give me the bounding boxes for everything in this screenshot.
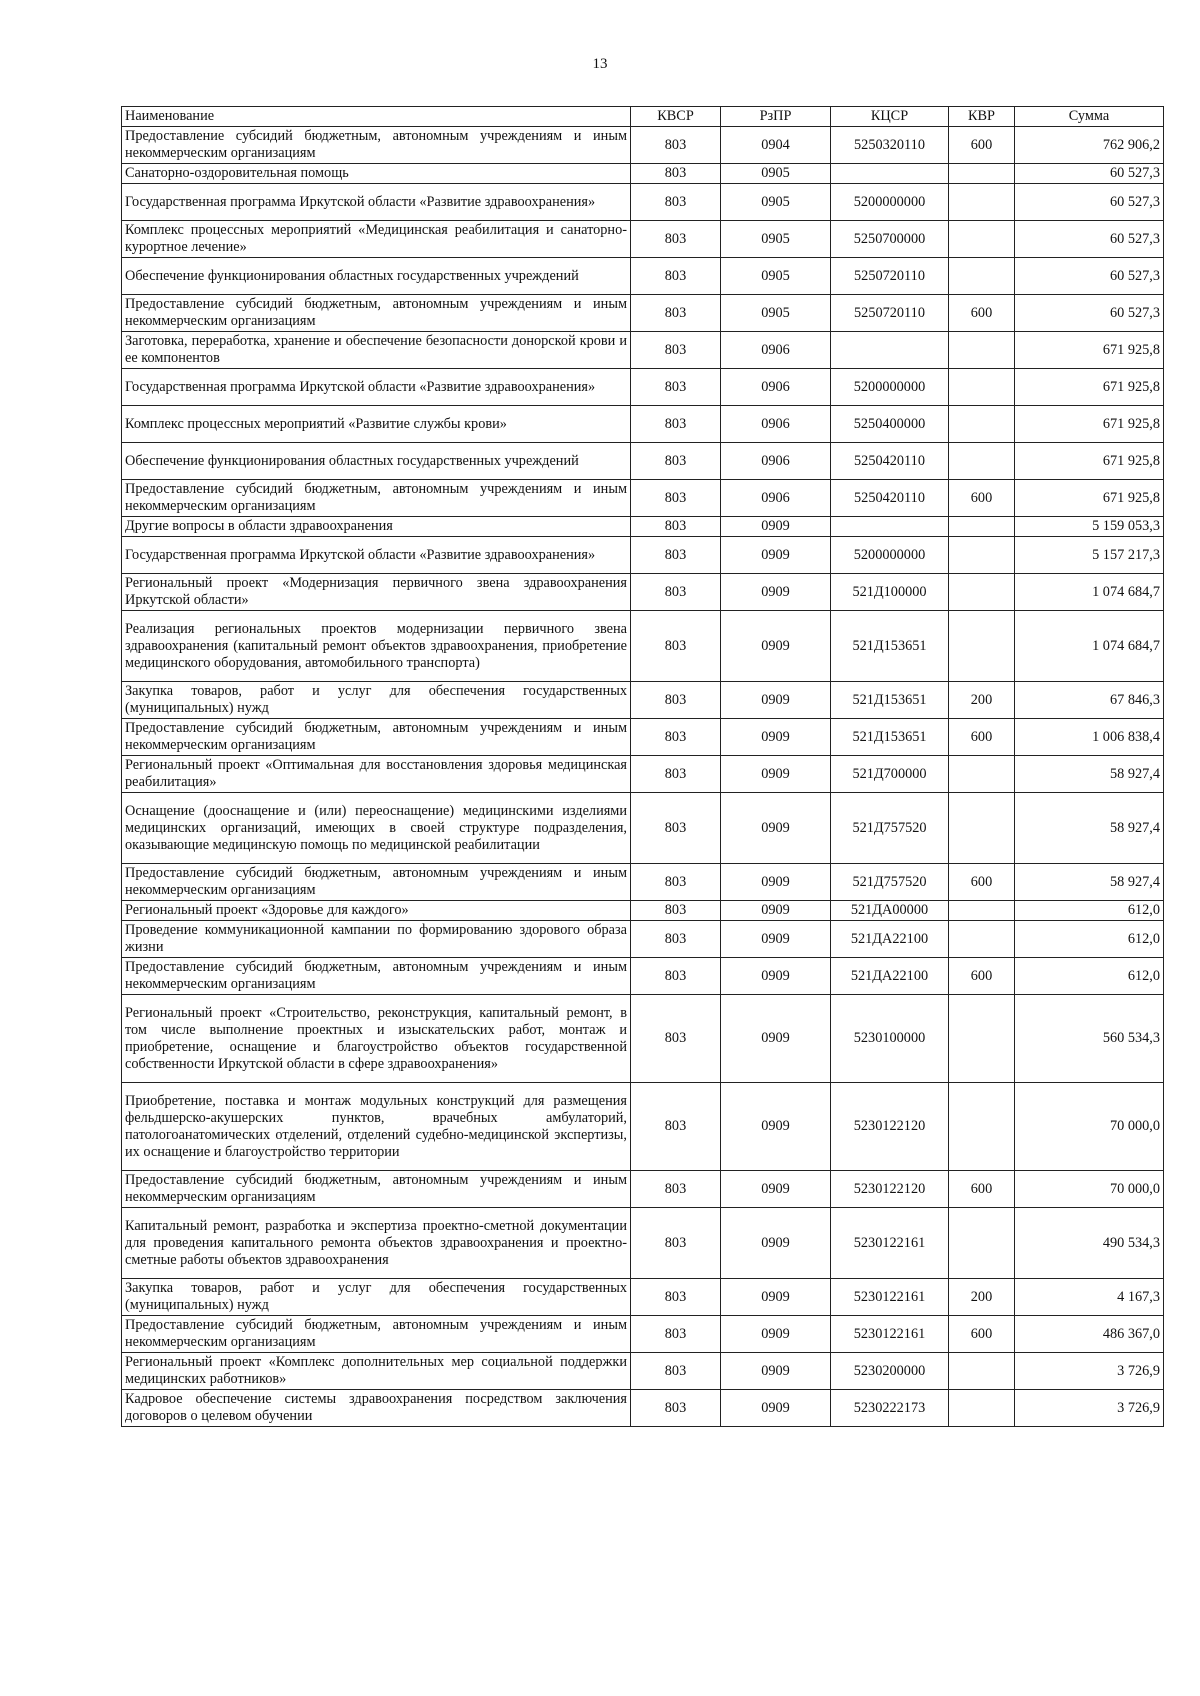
cell-name: Региональный проект «Строительство, реконструкция, капитальный ремонт, в том числе выполнение проектных и изыскательских работ, монтаж и приобретение, оснащение и благоустройство объектов государственной собственности Иркутской области в сфере здравоохранения»	[122, 995, 631, 1083]
table-row	[122, 901, 1164, 921]
cell-rzpr: 0909	[721, 517, 831, 537]
cell-kvr	[949, 901, 1015, 921]
cell-kcsr: 5250320110	[831, 127, 949, 164]
table-row	[122, 258, 1164, 295]
cell-kvsr: 803	[631, 1208, 721, 1279]
cell-kvsr: 803	[631, 164, 721, 184]
cell-name: Заготовка, переработка, хранение и обеспечение безопасности донорской крови и ее компонентов	[122, 332, 631, 369]
cell-kcsr: 521Д757520	[831, 793, 949, 864]
cell-kcsr: 5250720110	[831, 295, 949, 332]
cell-name: Реализация региональных проектов модернизации первичного звена здравоохранения (капитальный ремонт объектов здравоохранения, приобретение медицинского оборудования, автомобильного транспорта)	[122, 611, 631, 682]
cell-kvsr: 803	[631, 958, 721, 995]
cell-sum: 612,0	[1015, 921, 1164, 958]
cell-sum: 58 927,4	[1015, 756, 1164, 793]
cell-sum: 671 925,8	[1015, 332, 1164, 369]
cell-name: Проведение коммуникационной кампании по формированию здорового образа жизни	[122, 921, 631, 958]
cell-sum: 70 000,0	[1015, 1171, 1164, 1208]
cell-name: Региональный проект «Оптимальная для восстановления здоровья медицинская реабилитация»	[122, 756, 631, 793]
cell-kvr	[949, 221, 1015, 258]
cell-sum: 58 927,4	[1015, 864, 1164, 901]
cell-rzpr: 0906	[721, 443, 831, 480]
table-row	[122, 1208, 1164, 1279]
table-row	[122, 332, 1164, 369]
cell-kvr	[949, 574, 1015, 611]
cell-sum: 58 927,4	[1015, 793, 1164, 864]
table-row	[122, 164, 1164, 184]
cell-kvr	[949, 184, 1015, 221]
cell-name: Другие вопросы в области здравоохранения	[122, 517, 631, 537]
cell-kvsr: 803	[631, 258, 721, 295]
cell-sum: 671 925,8	[1015, 369, 1164, 406]
cell-kcsr: 5250720110	[831, 258, 949, 295]
cell-kvr	[949, 1353, 1015, 1390]
cell-kvr: 600	[949, 295, 1015, 332]
cell-kvsr: 803	[631, 1390, 721, 1427]
cell-kvr	[949, 164, 1015, 184]
cell-rzpr: 0909	[721, 864, 831, 901]
cell-sum: 3 726,9	[1015, 1390, 1164, 1427]
cell-kvr	[949, 793, 1015, 864]
cell-kcsr: 5230122120	[831, 1083, 949, 1171]
cell-kcsr: 5230122120	[831, 1171, 949, 1208]
cell-rzpr: 0906	[721, 332, 831, 369]
cell-rzpr: 0909	[721, 574, 831, 611]
cell-kcsr: 5230222173	[831, 1390, 949, 1427]
cell-kvr	[949, 537, 1015, 574]
cell-rzpr: 0905	[721, 295, 831, 332]
cell-kvr	[949, 1083, 1015, 1171]
cell-kvr	[949, 756, 1015, 793]
cell-kcsr: 5250420110	[831, 480, 949, 517]
cell-kvsr: 803	[631, 756, 721, 793]
header-sum: Сумма	[1015, 107, 1164, 127]
cell-name: Предоставление субсидий бюджетным, автономным учреждениям и иным некоммерческим организациям	[122, 127, 631, 164]
cell-name: Предоставление субсидий бюджетным, автономным учреждениям и иным некоммерческим организациям	[122, 1171, 631, 1208]
table-row	[122, 369, 1164, 406]
table-row	[122, 921, 1164, 958]
cell-kcsr: 521ДА00000	[831, 901, 949, 921]
cell-sum: 671 925,8	[1015, 480, 1164, 517]
cell-sum: 70 000,0	[1015, 1083, 1164, 1171]
cell-kcsr: 521ДА22100	[831, 921, 949, 958]
cell-rzpr: 0909	[721, 719, 831, 756]
cell-kvr: 600	[949, 480, 1015, 517]
cell-rzpr: 0904	[721, 127, 831, 164]
cell-name: Предоставление субсидий бюджетным, автономным учреждениям и иным некоммерческим организациям	[122, 864, 631, 901]
cell-sum: 560 534,3	[1015, 995, 1164, 1083]
cell-rzpr: 0909	[721, 1316, 831, 1353]
cell-rzpr: 0909	[721, 958, 831, 995]
cell-kvsr: 803	[631, 480, 721, 517]
table-row	[122, 443, 1164, 480]
cell-kvsr: 803	[631, 1083, 721, 1171]
cell-kvsr: 803	[631, 443, 721, 480]
cell-kcsr: 5230122161	[831, 1279, 949, 1316]
cell-name: Приобретение, поставка и монтаж модульных конструкций для размещения фельдшерско-акушерских пунктов, врачебных амбулаторий, патологоанатомических отделений, отделений судебно-медицинской экспертизы, их оснащение и благоустройство территории	[122, 1083, 631, 1171]
cell-kvr: 600	[949, 958, 1015, 995]
cell-kvr: 600	[949, 127, 1015, 164]
header-kvr: КВР	[949, 107, 1015, 127]
cell-sum: 60 527,3	[1015, 221, 1164, 258]
header-rzpr: РзПР	[721, 107, 831, 127]
cell-kcsr: 521Д757520	[831, 864, 949, 901]
cell-name: Региональный проект «Модернизация первичного звена здравоохранения Иркутской области»	[122, 574, 631, 611]
cell-name: Комплекс процессных мероприятий «Медицинская реабилитация и санаторно-курортное лечение»	[122, 221, 631, 258]
cell-kvsr: 803	[631, 574, 721, 611]
cell-kcsr: 5250420110	[831, 443, 949, 480]
table-row	[122, 537, 1164, 574]
cell-rzpr: 0909	[721, 537, 831, 574]
cell-rzpr: 0909	[721, 995, 831, 1083]
cell-kvsr: 803	[631, 1279, 721, 1316]
cell-kvr	[949, 995, 1015, 1083]
cell-kvr: 200	[949, 1279, 1015, 1316]
cell-rzpr: 0906	[721, 480, 831, 517]
table-row	[122, 1353, 1164, 1390]
table-row	[122, 682, 1164, 719]
cell-rzpr: 0909	[721, 1390, 831, 1427]
cell-kcsr: 521Д700000	[831, 756, 949, 793]
cell-kcsr: 5200000000	[831, 537, 949, 574]
cell-rzpr: 0906	[721, 369, 831, 406]
cell-kvsr: 803	[631, 1353, 721, 1390]
table-row	[122, 1279, 1164, 1316]
cell-kvsr: 803	[631, 537, 721, 574]
cell-rzpr: 0909	[721, 682, 831, 719]
cell-kvr	[949, 406, 1015, 443]
cell-name: Закупка товаров, работ и услуг для обеспечения государственных (муниципальных) нужд	[122, 1279, 631, 1316]
cell-sum: 1 074 684,7	[1015, 611, 1164, 682]
table-row	[122, 184, 1164, 221]
cell-kcsr: 521ДА22100	[831, 958, 949, 995]
cell-name: Обеспечение функционирования областных государственных учреждений	[122, 258, 631, 295]
cell-kvsr: 803	[631, 127, 721, 164]
cell-kvr	[949, 517, 1015, 537]
cell-kvr: 600	[949, 719, 1015, 756]
table-row	[122, 1083, 1164, 1171]
cell-name: Комплекс процессных мероприятий «Развитие службы крови»	[122, 406, 631, 443]
table-header-row	[122, 107, 1164, 127]
cell-kvsr: 803	[631, 793, 721, 864]
cell-sum: 60 527,3	[1015, 164, 1164, 184]
cell-kvr	[949, 443, 1015, 480]
cell-name: Закупка товаров, работ и услуг для обеспечения государственных (муниципальных) нужд	[122, 682, 631, 719]
cell-sum: 762 906,2	[1015, 127, 1164, 164]
table-row	[122, 406, 1164, 443]
table-row	[122, 1171, 1164, 1208]
cell-kvsr: 803	[631, 901, 721, 921]
cell-sum: 1 006 838,4	[1015, 719, 1164, 756]
table-row	[122, 756, 1164, 793]
cell-sum: 490 534,3	[1015, 1208, 1164, 1279]
cell-sum: 486 367,0	[1015, 1316, 1164, 1353]
cell-kvr	[949, 369, 1015, 406]
cell-sum: 4 167,3	[1015, 1279, 1164, 1316]
cell-rzpr: 0909	[721, 921, 831, 958]
cell-sum: 612,0	[1015, 958, 1164, 995]
cell-kvsr: 803	[631, 221, 721, 258]
cell-sum: 1 074 684,7	[1015, 574, 1164, 611]
cell-sum: 60 527,3	[1015, 258, 1164, 295]
table-row	[122, 517, 1164, 537]
cell-rzpr: 0909	[721, 611, 831, 682]
cell-name: Санаторно-оздоровительная помощь	[122, 164, 631, 184]
cell-rzpr: 0905	[721, 221, 831, 258]
table-row	[122, 958, 1164, 995]
cell-sum: 67 846,3	[1015, 682, 1164, 719]
cell-sum: 612,0	[1015, 901, 1164, 921]
cell-kvsr: 803	[631, 611, 721, 682]
cell-name: Предоставление субсидий бюджетным, автономным учреждениям и иным некоммерческим организациям	[122, 480, 631, 517]
cell-rzpr: 0909	[721, 1353, 831, 1390]
cell-name: Предоставление субсидий бюджетным, автономным учреждениям и иным некоммерческим организациям	[122, 958, 631, 995]
table-row	[122, 221, 1164, 258]
cell-rzpr: 0906	[721, 406, 831, 443]
cell-name: Предоставление субсидий бюджетным, автономным учреждениям и иным некоммерческим организациям	[122, 1316, 631, 1353]
cell-name: Кадровое обеспечение системы здравоохранения посредством заключения договоров о целевом обучении	[122, 1390, 631, 1427]
cell-rzpr: 0905	[721, 258, 831, 295]
cell-kcsr	[831, 517, 949, 537]
cell-kvsr: 803	[631, 184, 721, 221]
table-row	[122, 995, 1164, 1083]
cell-rzpr: 0905	[721, 164, 831, 184]
cell-kvsr: 803	[631, 921, 721, 958]
cell-name: Капитальный ремонт, разработка и экспертиза проектно-сметной документации для проведения капитального ремонта объектов здравоохранения и проектно-сметные работы объектов здравоохранения	[122, 1208, 631, 1279]
cell-sum: 5 157 217,3	[1015, 537, 1164, 574]
cell-kcsr	[831, 164, 949, 184]
cell-kvsr: 803	[631, 864, 721, 901]
cell-kcsr: 5250700000	[831, 221, 949, 258]
cell-sum: 5 159 053,3	[1015, 517, 1164, 537]
cell-name: Региональный проект «Здоровье для каждого»	[122, 901, 631, 921]
cell-kvsr: 803	[631, 1316, 721, 1353]
cell-kvsr: 803	[631, 1171, 721, 1208]
cell-sum: 671 925,8	[1015, 443, 1164, 480]
cell-kcsr: 521Д153651	[831, 682, 949, 719]
cell-kvsr: 803	[631, 295, 721, 332]
cell-kvsr: 803	[631, 406, 721, 443]
table-row	[122, 1390, 1164, 1427]
cell-kvr	[949, 921, 1015, 958]
table-body	[122, 127, 1164, 1427]
cell-rzpr: 0909	[721, 1083, 831, 1171]
cell-kvr	[949, 1390, 1015, 1427]
cell-name: Государственная программа Иркутской области «Развитие здравоохранения»	[122, 369, 631, 406]
table-row	[122, 793, 1164, 864]
header-kcsr: КЦСР	[831, 107, 949, 127]
cell-rzpr: 0909	[721, 1171, 831, 1208]
cell-kvr: 600	[949, 1171, 1015, 1208]
header-kvsr: КВСР	[631, 107, 721, 127]
cell-kcsr: 521Д100000	[831, 574, 949, 611]
cell-name: Предоставление субсидий бюджетным, автономным учреждениям и иным некоммерческим организациям	[122, 295, 631, 332]
table-row	[122, 864, 1164, 901]
cell-sum: 60 527,3	[1015, 184, 1164, 221]
cell-name: Региональный проект «Комплекс дополнительных мер социальной поддержки медицинских работников»	[122, 1353, 631, 1390]
cell-sum: 3 726,9	[1015, 1353, 1164, 1390]
table-row	[122, 719, 1164, 756]
cell-name: Оснащение (дооснащение и (или) переоснащение) медицинскими изделиями медицинских организаций, имеющих в своей структуре подразделения, оказывающие медицинскую помощь по медицинской реабилитации	[122, 793, 631, 864]
cell-kvsr: 803	[631, 719, 721, 756]
table-row	[122, 574, 1164, 611]
header-name: Наименование	[122, 107, 631, 127]
cell-kcsr: 521Д153651	[831, 611, 949, 682]
cell-kcsr: 5230100000	[831, 995, 949, 1083]
cell-name: Государственная программа Иркутской области «Развитие здравоохранения»	[122, 184, 631, 221]
cell-kcsr: 5200000000	[831, 184, 949, 221]
cell-kvsr: 803	[631, 332, 721, 369]
cell-kcsr: 5230200000	[831, 1353, 949, 1390]
table-row	[122, 480, 1164, 517]
table-row	[122, 1316, 1164, 1353]
budget-table	[121, 106, 1164, 1427]
cell-rzpr: 0909	[721, 1208, 831, 1279]
cell-rzpr: 0905	[721, 184, 831, 221]
cell-rzpr: 0909	[721, 756, 831, 793]
cell-sum: 671 925,8	[1015, 406, 1164, 443]
cell-kvr	[949, 332, 1015, 369]
cell-kvsr: 803	[631, 369, 721, 406]
cell-kcsr	[831, 332, 949, 369]
table-row	[122, 127, 1164, 164]
table-row	[122, 295, 1164, 332]
cell-kvr	[949, 611, 1015, 682]
cell-kcsr: 5250400000	[831, 406, 949, 443]
cell-kvsr: 803	[631, 517, 721, 537]
table-row	[122, 611, 1164, 682]
cell-kvsr: 803	[631, 682, 721, 719]
cell-name: Обеспечение функционирования областных государственных учреждений	[122, 443, 631, 480]
cell-rzpr: 0909	[721, 793, 831, 864]
cell-kcsr: 5230122161	[831, 1316, 949, 1353]
cell-name: Государственная программа Иркутской области «Развитие здравоохранения»	[122, 537, 631, 574]
cell-kvr: 600	[949, 1316, 1015, 1353]
cell-name: Предоставление субсидий бюджетным, автономным учреждениям и иным некоммерческим организациям	[122, 719, 631, 756]
page-number: 13	[592, 56, 608, 72]
cell-kcsr: 5230122161	[831, 1208, 949, 1279]
cell-kvsr: 803	[631, 995, 721, 1083]
cell-kcsr: 521Д153651	[831, 719, 949, 756]
cell-kvr	[949, 1208, 1015, 1279]
cell-sum: 60 527,3	[1015, 295, 1164, 332]
cell-rzpr: 0909	[721, 901, 831, 921]
cell-kvr	[949, 258, 1015, 295]
cell-kvr: 200	[949, 682, 1015, 719]
cell-rzpr: 0909	[721, 1279, 831, 1316]
cell-kcsr: 5200000000	[831, 369, 949, 406]
cell-kvr: 600	[949, 864, 1015, 901]
